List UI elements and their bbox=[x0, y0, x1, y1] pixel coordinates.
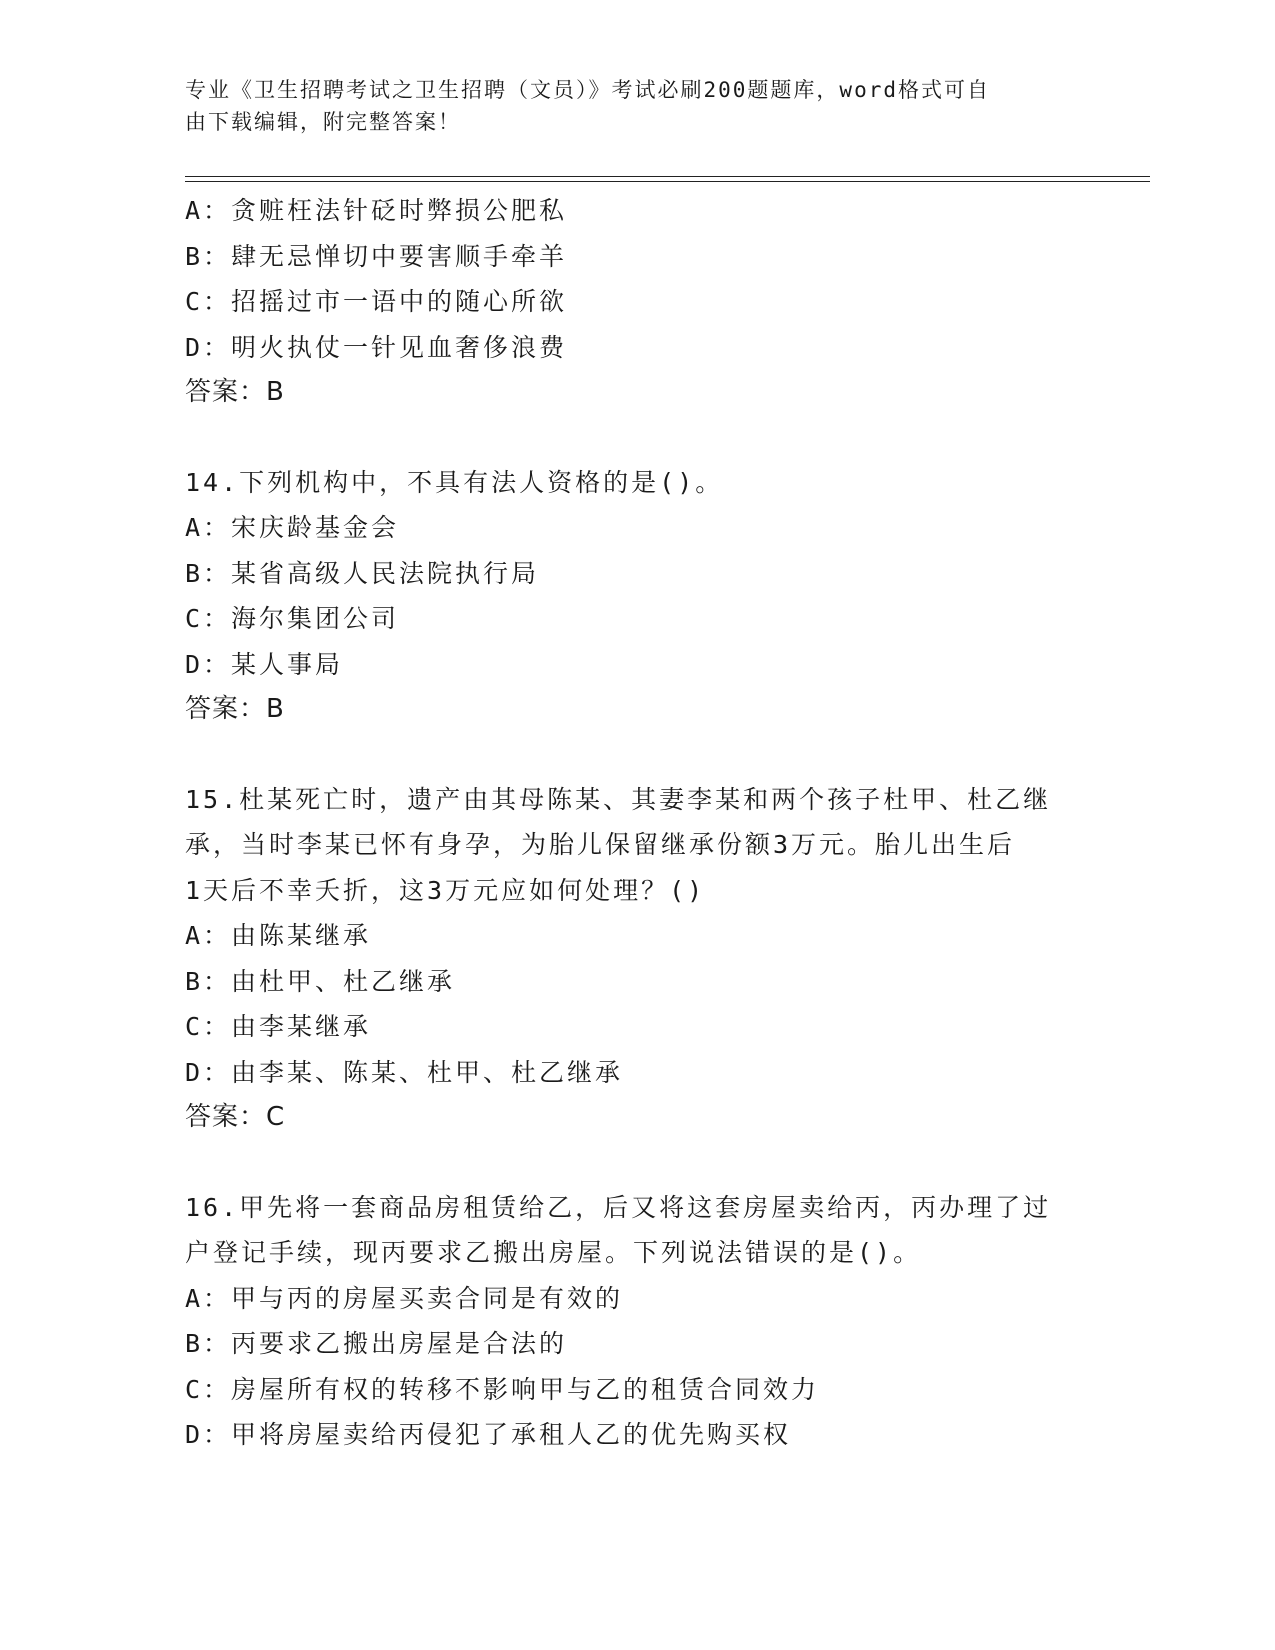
answer-option: A：贪赃枉法针砭时弊损公肥私 bbox=[185, 196, 568, 225]
header-line-1: 专业《卫生招聘考试之卫生招聘（文员）》考试必刷200题题库，word格式可自 bbox=[185, 78, 990, 102]
answer-option: D：明火执仗一针见血奢侈浪费 bbox=[185, 332, 568, 362]
answer-option: D：甲将房屋卖给丙侵犯了承租人乙的优先购买权 bbox=[185, 1420, 792, 1449]
header-line-2: 由下载编辑，附完整答案！ bbox=[185, 110, 461, 134]
answer-option: C：房屋所有权的转移不影响甲与乙的租赁合同效力 bbox=[185, 1374, 820, 1404]
answer-option: B：肆无忌惮切中要害顺手牵羊 bbox=[185, 241, 568, 271]
question-stem-line: 15.杜某死亡时，遗产由其母陈某、其妻李某和两个孩子杜甲、杜乙继 bbox=[185, 784, 1052, 814]
answer-option: C：海尔集团公司 bbox=[185, 604, 400, 633]
answer-option: B：丙要求乙搬出房屋是合法的 bbox=[185, 1329, 568, 1358]
question-stem-line: 户登记手续，现丙要求乙搬出房屋。下列说法错误的是()。 bbox=[185, 1238, 922, 1267]
answer-option: C：招摇过市一语中的随心所欲 bbox=[185, 287, 568, 316]
header-divider-top bbox=[185, 176, 1150, 177]
answer-option: A：宋庆龄基金会 bbox=[185, 513, 400, 542]
question-stem-line: 1天后不幸夭折，这3万元应如何处理？() bbox=[185, 875, 706, 905]
question-block bbox=[185, 460, 1085, 733]
answer-key: 答案：C bbox=[185, 1102, 286, 1132]
answer-option: C：由李某继承 bbox=[185, 1012, 372, 1041]
question-block bbox=[185, 1185, 1085, 1458]
header-divider-bottom bbox=[185, 181, 1150, 182]
answer-option: B：由杜甲、杜乙继承 bbox=[185, 966, 456, 996]
answer-option: B：某省高级人民法院执行局 bbox=[185, 558, 540, 588]
answer-key: 答案：B bbox=[185, 694, 285, 724]
question-stem-line: 16.甲先将一套商品房租赁给乙，后又将这套房屋卖给丙，丙办理了过 bbox=[185, 1192, 1052, 1222]
question-block bbox=[185, 188, 1085, 416]
answer-option: D：由李某、陈某、杜甲、杜乙继承 bbox=[185, 1057, 624, 1087]
answer-option: A：由陈某继承 bbox=[185, 921, 372, 950]
answer-key: 答案：B bbox=[185, 377, 285, 407]
answer-option: A：甲与丙的房屋买卖合同是有效的 bbox=[185, 1283, 624, 1313]
answer-option: D：某人事局 bbox=[185, 649, 344, 679]
question-list bbox=[185, 188, 1085, 1502]
question-stem-line: 14.下列机构中，不具有法人资格的是()。 bbox=[185, 467, 724, 497]
page-header bbox=[185, 74, 1085, 138]
question-block bbox=[185, 777, 1085, 1141]
question-stem-line: 承，当时李某已怀有身孕，为胎儿保留继承份额3万元。胎儿出生后 bbox=[185, 830, 1016, 859]
